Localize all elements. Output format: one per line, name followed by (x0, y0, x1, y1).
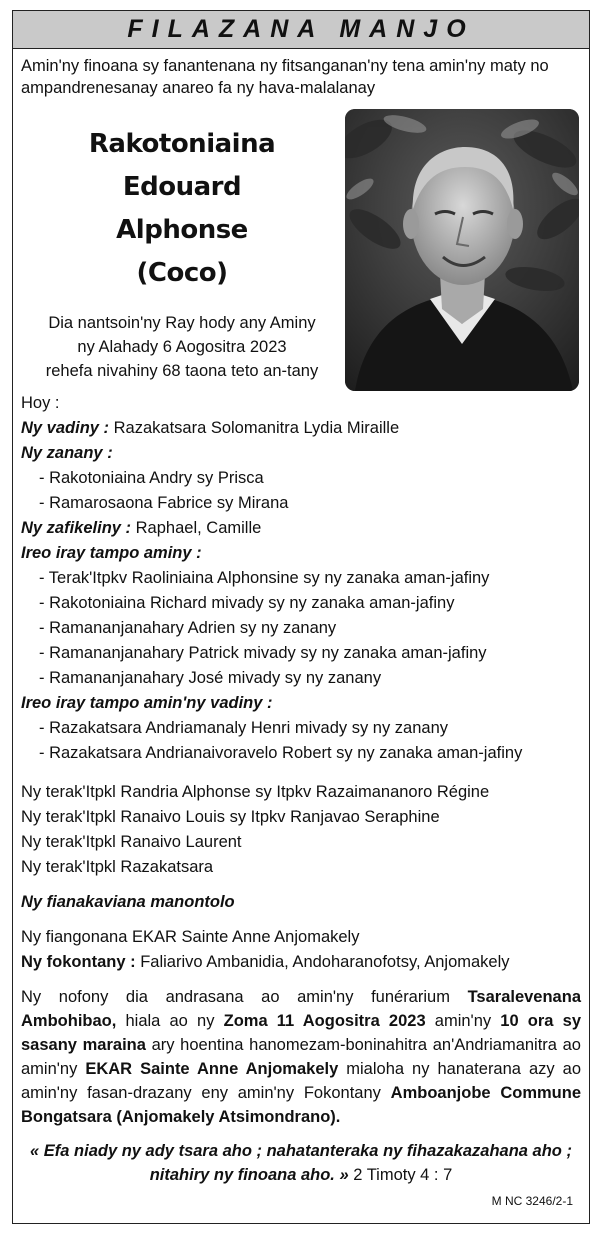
sibling-item: - Ramananjanahary Adrien sy ny zanany (39, 619, 337, 637)
children-item: - Rakotoniaina Andry sy Prisca (39, 469, 264, 487)
spouse-name: Razakatsara Solomanitra Lydia Miraille (113, 419, 400, 437)
family-line: Ny terak'Itpkl Randria Alphonse sy Itpkv Razaimananoro Régine (21, 783, 490, 801)
notice-title: FILAZANA MANJO (13, 11, 589, 49)
funeral-text: hiala ao ny (116, 1012, 224, 1030)
funeral-text: mialoha ny hanaterana azy ao amin'ny fasan-drazany eny amin'ny Fokontany (21, 1060, 581, 1102)
obituary-notice (12, 10, 590, 1224)
funeral-place: Tsaralevenana Ambohibao, (21, 988, 581, 1030)
burial-place: Amboanjobe Commune Bongatsara (Anjomakely Atsimondrano). (21, 1084, 581, 1126)
deceased-photo (345, 109, 579, 391)
family-line: Ny terak'Itpkl Ranaivo Louis sy Itpkv Ranjavao Seraphine (21, 808, 440, 826)
deceased-section (21, 109, 581, 391)
spouse-line (21, 416, 581, 441)
spouse-sibling-item: - Razakatsara Andrianaivoravelo Robert sy ny zanaka aman-jafiny (39, 744, 523, 762)
sibling-item: - Ramananjanahary Patrick mivady sy ny zanaka aman-jafiny (39, 644, 487, 662)
grandchildren-line (21, 516, 581, 541)
fokontany-label: Ny fokontany : (21, 953, 136, 971)
whole-family: Ny fianakaviana manontolo (21, 893, 235, 911)
deceased-name (21, 123, 343, 295)
children-item: - Ramarosaona Fabrice sy Mirana (39, 494, 289, 512)
grandchildren-label: Ny zafikeliny : (21, 519, 132, 537)
ad-reference: M NC 3246/2-1 (491, 1194, 573, 1208)
death-announcement (21, 311, 343, 383)
spouse-siblings-label: Ireo iray tampo amin'ny vadiny : (21, 694, 273, 712)
funeral-text: ary hoentina hanomezam-boninahitra an'Andriamanitra ao amin'ny (21, 1036, 581, 1078)
notice-body (13, 49, 589, 1214)
spouse-sibling-item: - Razakatsara Andriamanaly Henri mivady sy ny zanany (39, 719, 449, 737)
deceased-nickname: (Coco) (136, 258, 228, 288)
hoy-label: Hoy : (21, 394, 60, 412)
funeral-text: Ny nofony dia andrasana ao amin'ny funérarium (21, 988, 468, 1006)
family-line: Ny terak'Itpkl Razakatsara (21, 858, 214, 876)
portrait-image (345, 109, 579, 391)
funeral-details (21, 985, 581, 1129)
death-line: Dia nantsoin'ny Ray hody any Aminy (48, 314, 316, 332)
funeral-time: 10 ora sy sasany maraina (21, 1012, 581, 1054)
funeral-text: amin'ny (425, 1012, 501, 1030)
funeral-church: EKAR Sainte Anne Anjomakely (85, 1060, 339, 1078)
quote-reference: 2 Timoty 4 : 7 (348, 1166, 453, 1184)
fokontany-value: Faliarivo Ambanidia, Andoharanofotsy, Anjomakely (140, 953, 510, 971)
funeral-date: Zoma 11 Aogositra 2023 (223, 1012, 426, 1030)
church-line: Ny fiangonana EKAR Sainte Anne Anjomakely (21, 928, 360, 946)
deceased-name-line: Alphonse (116, 215, 248, 245)
deceased-name-line: Edouard (122, 172, 242, 202)
sibling-item: - Terak'Itpkv Raoliniaina Alphonsine sy ny zanaka aman-jafiny (39, 569, 490, 587)
death-age: rehefa nivahiny 68 taona teto an-tany (45, 362, 319, 380)
quote-text: « Efa niady ny ady tsara aho ; nahatanteraka ny fihazakazahana aho ; nitahiry ny finoana aho. » (30, 1142, 572, 1184)
sibling-item: - Ramananjanahary José mivady sy ny zanany (39, 669, 382, 687)
bible-quote (21, 1139, 581, 1187)
spouse-label: Ny vadiny : (21, 419, 110, 437)
death-date: ny Alahady 6 Aogositra 2023 (77, 338, 287, 356)
deceased-name-line: Rakotoniaina (88, 129, 276, 159)
family-line: Ny terak'Itpkl Ranaivo Laurent (21, 833, 242, 851)
intro-text: Amin'ny finoana sy fanantenana ny fitsanganan'ny tena amin'ny maty no ampandrenesanay anareo fa ny hava-malalanay (21, 57, 549, 97)
children-label: Ny zanany : (21, 444, 113, 462)
siblings-label: Ireo iray tampo aminy : (21, 544, 202, 562)
sibling-item: - Rakotoniaina Richard mivady sy ny zanaka aman-jafiny (39, 594, 455, 612)
fokontany-line (21, 950, 581, 975)
grandchildren-names: Raphael, Camille (135, 519, 262, 537)
